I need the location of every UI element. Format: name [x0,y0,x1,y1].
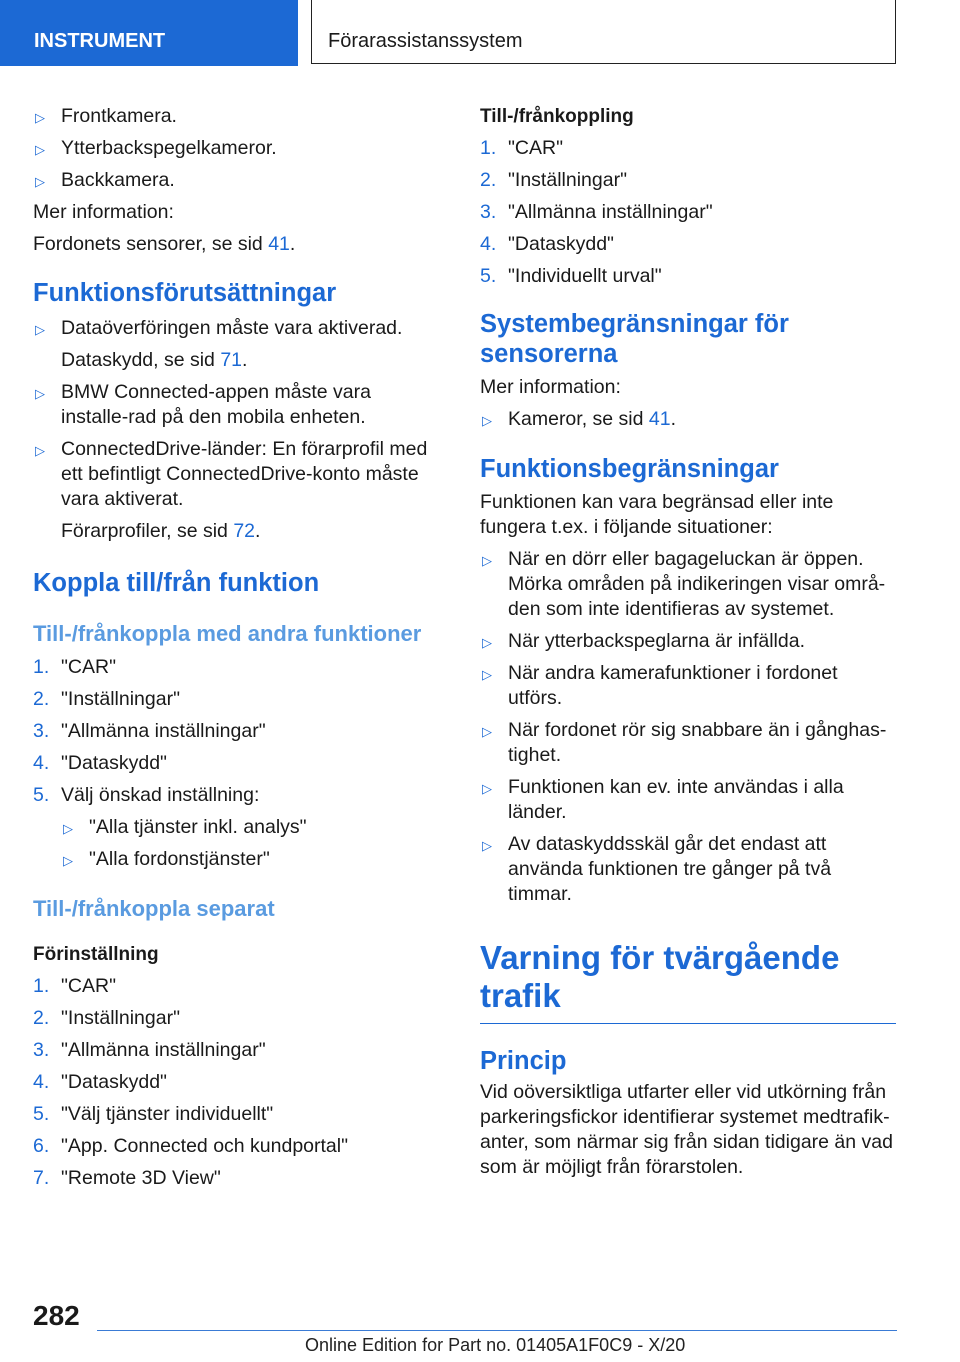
bullet-triangle-icon: ▷ [35,386,45,401]
chapter-title: Förarassistanssystem [328,30,523,52]
bullet-triangle-icon: ▷ [482,553,492,568]
bullet-triangle-icon: ▷ [35,142,45,157]
step-item: 2. "Inställningar" [33,688,180,710]
function-limits-heading: Funktionsbegränsningar [480,455,779,483]
section-title: INSTRUMENT [34,30,166,52]
bullet-triangle-icon: ▷ [482,413,492,428]
list-item: ▷ När en dörr eller bagageluckan är öppen. Mörka områden på indikeringen visar områ-den som inte identifieras av systemet. [482,548,886,620]
step-item: 2. "Inställningar" [480,169,627,191]
bullet-triangle-icon: ▷ [482,838,492,853]
forarprofiler-reference: Förarprofiler, se sid 72. [61,520,261,542]
list-item: ▷ ConnectedDrive-länder: En förarprofil med ett befintligt ConnectedDrive-konto måste vara aktiverat. [35,438,428,510]
list-item: ▷ Kameror, se sid 41. [480,407,896,432]
step-item: 3. "Allmänna inställningar" [33,720,266,742]
separate-heading: Till-/frånkoppla separat [33,896,275,921]
step-item: 4. "Dataskydd" [33,752,167,774]
option-item: ▷ "Alla fordonstjänster" [33,847,443,872]
prerequisites-heading: Funktionsförutsättningar [33,279,337,307]
step-item: 5. "Individuellt urval" [480,265,662,287]
step-item: 5. "Välj tjänster individuellt" [33,1103,274,1125]
bullet-triangle-icon: ▷ [63,821,73,836]
more-info-label: Mer information: [33,201,174,223]
right-column [480,102,896,1180]
step-item: 5. Välj önskad inställning: [33,784,260,806]
bullet-triangle-icon: ▷ [482,635,492,650]
list-item: ▷ Frontkamera. [33,104,443,129]
sensor-limits-heading: Systembegränsningar för sensorerna [480,310,789,368]
left-column [33,102,443,1191]
principle-text: Vid oöversiktliga utfarter eller vid utkörning från parkeringsfickor identifierar systemet medtrafik-anter, som närmar sig från sidan tidigare än vad som är möjligt från förarstolen. [480,1081,893,1178]
list-item: ▷ Dataöverföringen måste vara aktiverad. [33,316,443,341]
page-link[interactable]: 41 [648,408,671,430]
section-tab [0,0,298,66]
function-limits-intro: Funktionen kan vara begränsad eller inte fungera t.ex. i följande situationer: [480,491,834,538]
bullet-triangle-icon: ▷ [35,110,45,125]
step-item: 1. "CAR" [33,656,117,678]
step-item: 3. "Allmänna inställningar" [33,1039,266,1061]
list-item: ▷ Funktionen kan ev. inte användas i alla länder. [482,776,844,823]
step-item: 6. "App. Connected och kundportal" [33,1135,349,1157]
crosstraffic-heading: Varning för tvärgående trafik [480,939,896,1024]
page-number: 282 [33,1300,80,1331]
footer-edition: Online Edition for Part no. 01405A1F0C9 - X/20 [305,1335,686,1355]
step-item: 1. "CAR" [33,975,117,997]
list-item: ▷ BMW Connected-appen måste vara installe-rad på den mobila enheten. [35,381,371,428]
step-item: 4. "Dataskydd" [480,233,614,255]
bullet-triangle-icon: ▷ [482,667,492,682]
bullet-triangle-icon: ▷ [482,781,492,796]
list-item: ▷ När fordonet rör sig snabbare än i gånghas-tighet. [482,719,887,766]
bullet-triangle-icon: ▷ [35,443,45,458]
step-item: 2. "Inställningar" [33,1007,180,1029]
step-item: 7. "Remote 3D View" [33,1167,221,1189]
bullet-triangle-icon: ▷ [482,724,492,739]
bullet-triangle-icon: ▷ [35,174,45,189]
list-item: ▷ Backkamera. [33,168,443,193]
chapter-tab [311,0,896,64]
bullet-triangle-icon: ▷ [35,322,45,337]
option-item: ▷ "Alla tjänster inkl. analys" [33,815,443,840]
sensors-reference: Fordonets sensorer, se sid 41. [33,233,296,255]
step-item: 3. "Allmänna inställningar" [480,201,713,223]
onoff-heading: Koppla till/från funktion [33,569,320,597]
toggle-label: Till-/frånkoppling [480,106,634,127]
page-link[interactable]: 72 [233,520,256,542]
footer-rule [97,1330,897,1331]
step-item: 1. "CAR" [480,137,564,159]
list-item: ▷ Av dataskyddsskäl går det endast att använda funktionen tre gånger på två timmar. [482,833,832,905]
preset-label: Förinställning [33,944,159,965]
principle-heading: Princip [480,1047,567,1075]
page-link[interactable]: 41 [268,233,290,255]
list-item: ▷ När ytterbackspeglarna är infällda. [480,629,896,654]
page-link[interactable]: 71 [220,349,243,371]
more-info-label: Mer information: [480,376,621,398]
dataskydd-reference: Dataskydd, se sid 71. [61,349,248,371]
step-item: 4. "Dataskydd" [33,1071,167,1093]
bullet-triangle-icon: ▷ [63,853,73,868]
with-others-heading: Till-/frånkoppla med andra funktioner [33,621,422,646]
list-item: ▷ När andra kamerafunktioner i fordonet utförs. [482,662,838,709]
list-item: ▷ Ytterbackspegelkameror. [33,136,443,161]
